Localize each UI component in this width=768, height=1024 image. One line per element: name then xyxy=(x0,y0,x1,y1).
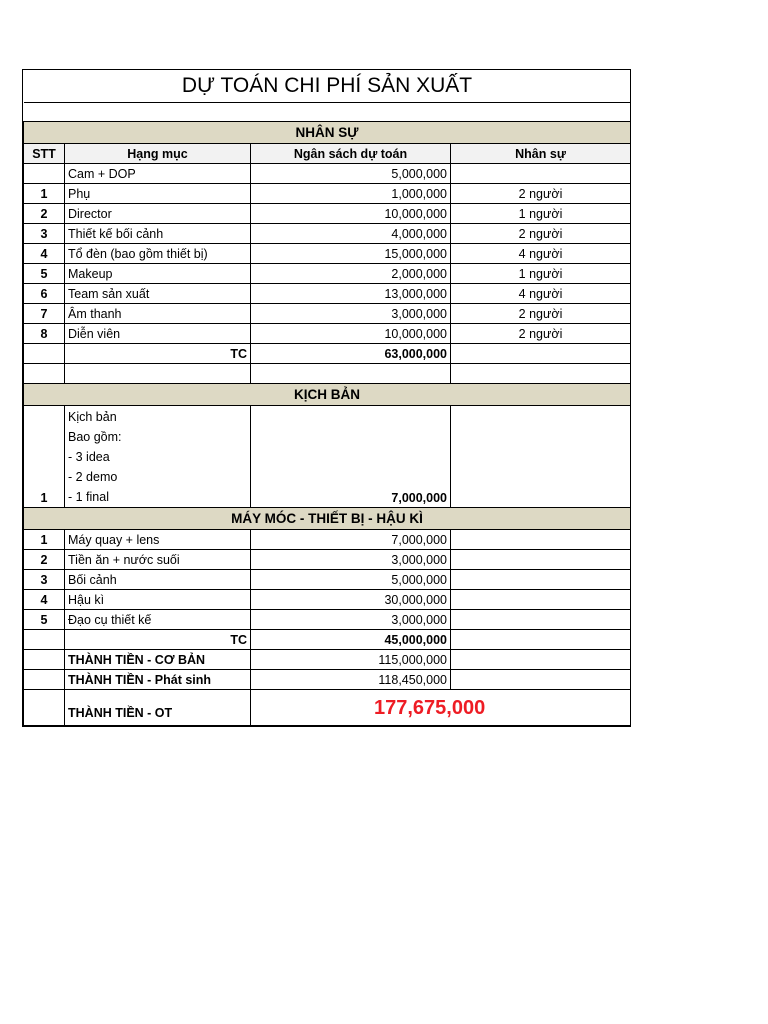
header-budget: Ngân sách dự toán xyxy=(251,144,451,164)
personnel-row xyxy=(24,224,631,244)
total-ot-value: 177,675,000 xyxy=(251,690,631,726)
table-cell: 30,000,000 xyxy=(251,590,451,610)
table-cell: 15,000,000 xyxy=(251,244,451,264)
section-title-script: KỊCH BẢN xyxy=(24,384,631,406)
table-cell: Tổ đèn (bao gồm thiết bị) xyxy=(65,244,251,264)
table-cell: 7,000,000 xyxy=(251,530,451,550)
table-cell: 10,000,000 xyxy=(251,204,451,224)
table-cell xyxy=(451,364,631,384)
table-cell: 2 người xyxy=(451,324,631,344)
table-cell xyxy=(451,530,631,550)
table-cell xyxy=(451,164,631,184)
table-cell: Phụ xyxy=(65,184,251,204)
table-cell: 4 người xyxy=(451,244,631,264)
table-cell: 1 xyxy=(24,530,65,550)
header-staff: Nhân sự xyxy=(451,144,631,164)
equipment-row xyxy=(24,610,631,630)
personnel-row xyxy=(24,164,631,184)
subtotal-label: TC xyxy=(65,630,251,650)
total-basic-label: THÀNH TIỀN - CƠ BẢN xyxy=(65,650,251,670)
table-cell: Director xyxy=(65,204,251,224)
table-cell xyxy=(65,364,251,384)
table-cell: 1,000,000 xyxy=(251,184,451,204)
table-cell: 3,000,000 xyxy=(251,304,451,324)
table-cell xyxy=(24,344,65,364)
table-cell: 4 người xyxy=(451,284,631,304)
table-cell: 3 xyxy=(24,570,65,590)
table-cell: 4,000,000 xyxy=(251,224,451,244)
table-cell: 5,000,000 xyxy=(251,164,451,184)
table-cell xyxy=(24,650,65,670)
table-cell: 13,000,000 xyxy=(251,284,451,304)
table-cell xyxy=(451,650,631,670)
table-cell: Hậu kì xyxy=(65,590,251,610)
personnel-row xyxy=(24,204,631,224)
sheet-title: DỰ TOÁN CHI PHÍ SẢN XUẤT xyxy=(24,70,631,103)
table-cell xyxy=(451,630,631,650)
script-row xyxy=(24,406,631,508)
header-stt: STT xyxy=(24,144,65,164)
table-cell: Đạo cụ thiết kế xyxy=(65,610,251,630)
total-extra-label: THÀNH TIỀN - Phát sinh xyxy=(65,670,251,690)
equipment-row xyxy=(24,550,631,570)
table-cell: Team sản xuất xyxy=(65,284,251,304)
table-cell xyxy=(451,406,631,508)
table-cell xyxy=(451,550,631,570)
table-cell: 2 xyxy=(24,550,65,570)
personnel-subtotal: 63,000,000 xyxy=(251,344,451,364)
budget-table xyxy=(23,70,631,726)
personnel-row xyxy=(24,264,631,284)
equipment-row xyxy=(24,590,631,610)
section-header-script xyxy=(24,384,631,406)
section-title-equipment: MÁY MÓC - THIẾT BỊ - HẬU KÌ xyxy=(24,508,631,530)
table-cell: 5 xyxy=(24,264,65,284)
equipment-subtotal-row xyxy=(24,630,631,650)
table-cell: 10,000,000 xyxy=(251,324,451,344)
section-header-equipment xyxy=(24,508,631,530)
table-cell xyxy=(24,364,65,384)
total-basic-row xyxy=(24,650,631,670)
table-cell: 2 xyxy=(24,204,65,224)
table-cell: 1 người xyxy=(451,204,631,224)
table-cell: Máy quay + lens xyxy=(65,530,251,550)
budget-sheet xyxy=(22,69,631,727)
table-cell xyxy=(451,670,631,690)
table-cell: 8 xyxy=(24,324,65,344)
table-cell xyxy=(24,164,65,184)
total-extra-row xyxy=(24,670,631,690)
script-description: Kịch bản Bao gồm: - 3 idea - 2 demo - 1 final xyxy=(65,406,251,508)
personnel-subtotal-row xyxy=(24,344,631,364)
section-header-personnel xyxy=(24,122,631,144)
table-cell xyxy=(24,103,631,122)
table-cell: 1 người xyxy=(451,264,631,284)
total-ot-label: THÀNH TIỀN - OT xyxy=(65,690,251,726)
section-title-personnel: NHÂN SỰ xyxy=(24,122,631,144)
table-cell: Âm thanh xyxy=(65,304,251,324)
empty-row xyxy=(24,364,631,384)
equipment-row xyxy=(24,570,631,590)
table-cell: 7 xyxy=(24,304,65,324)
table-cell xyxy=(451,590,631,610)
personnel-row xyxy=(24,304,631,324)
total-extra-value: 118,450,000 xyxy=(251,670,451,690)
table-cell xyxy=(24,690,65,726)
table-cell: 5,000,000 xyxy=(251,570,451,590)
total-basic-value: 115,000,000 xyxy=(251,650,451,670)
table-cell xyxy=(451,610,631,630)
table-cell: 2 người xyxy=(451,184,631,204)
table-cell: 2 người xyxy=(451,224,631,244)
personnel-row xyxy=(24,244,631,264)
table-cell xyxy=(24,670,65,690)
personnel-row xyxy=(24,284,631,304)
table-cell: 3,000,000 xyxy=(251,550,451,570)
table-cell: 2,000,000 xyxy=(251,264,451,284)
table-cell: 5 xyxy=(24,610,65,630)
table-cell xyxy=(451,570,631,590)
table-cell: 3 xyxy=(24,224,65,244)
table-cell: Cam + DOP xyxy=(65,164,251,184)
table-cell xyxy=(451,344,631,364)
total-ot-row xyxy=(24,690,631,726)
table-cell xyxy=(251,364,451,384)
personnel-row xyxy=(24,184,631,204)
table-cell: 2 người xyxy=(451,304,631,324)
table-cell: Thiết kế bối cảnh xyxy=(65,224,251,244)
personnel-row xyxy=(24,324,631,344)
script-stt: 1 xyxy=(24,406,65,508)
table-cell xyxy=(24,630,65,650)
table-cell: 6 xyxy=(24,284,65,304)
table-cell: Bối cảnh xyxy=(65,570,251,590)
subtotal-label: TC xyxy=(65,344,251,364)
table-cell: 3,000,000 xyxy=(251,610,451,630)
column-header-row xyxy=(24,144,631,164)
blank-row xyxy=(24,103,631,122)
equipment-row xyxy=(24,530,631,550)
header-item: Hạng mục xyxy=(65,144,251,164)
equipment-subtotal: 45,000,000 xyxy=(251,630,451,650)
title-row xyxy=(24,70,631,103)
script-budget: 7,000,000 xyxy=(251,406,451,508)
table-cell: 1 xyxy=(24,184,65,204)
table-cell: Diễn viên xyxy=(65,324,251,344)
table-cell: 4 xyxy=(24,590,65,610)
table-cell: 4 xyxy=(24,244,65,264)
table-cell: Makeup xyxy=(65,264,251,284)
table-cell: Tiền ăn + nước suối xyxy=(65,550,251,570)
